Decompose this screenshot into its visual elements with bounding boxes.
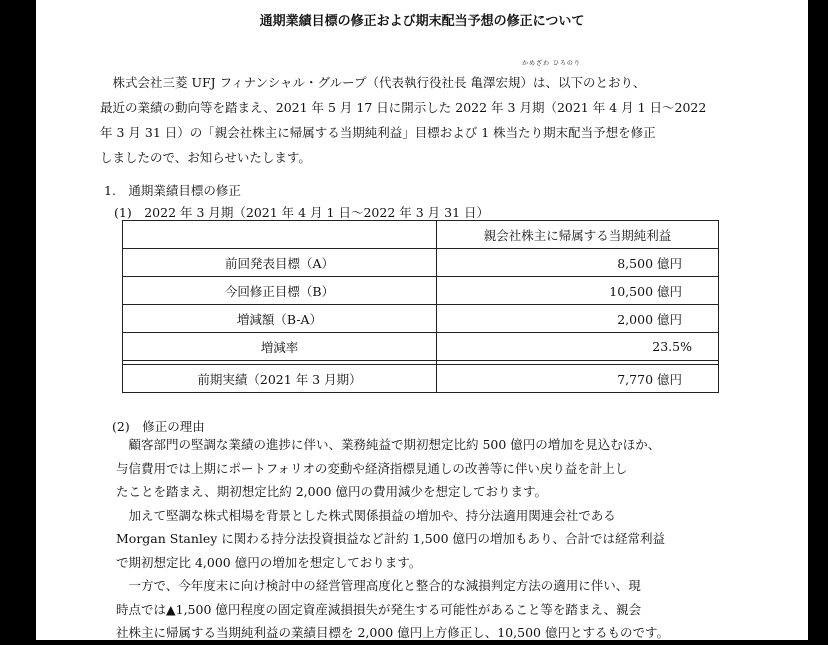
intro-line: しましたので、お知らせいたします。 [100,150,311,165]
section1-subheading: (1) 2022 年 3 月期（2021 年 4 月 1 日〜2022 年 3 月 31 日） [114,205,490,220]
row-label: 今回修正目標（B） [123,277,437,305]
row-label: 増減額（B-A） [123,305,437,333]
intro-line: 年 3 月 31 日）の「親会社株主に帰属する当期純利益」目標および 1 株当たり期末配当予想を修正 [100,125,656,140]
table-row [123,249,719,277]
row-label: 前期実績（2021 年 3 月期） [123,365,437,393]
reason-line: 時点では▲1,500 億円程度の固定資産減損損失が発生する可能性があること等を踏まえ、親会 [116,601,642,617]
section1-heading: 1. 通期業績目標の修正 [104,183,241,198]
reason-line: Morgan Stanley に関わる持分法投資損益など計約 1,500 億円の増加もあり、合計では経常利益 [116,531,666,546]
intro-line: 最近の業績の動向等を踏まえ、2021 年 5 月 17 日に開示した 2022 年 3 月期（2021 年 4 月 1 日〜2022 [100,100,707,115]
table-row [123,277,719,305]
intro-line: 株式会社三菱 UFJ フィナンシャル・グループ（代表執行役社長 亀澤宏規）は、以下のとおり、 [100,75,646,90]
row-label: 前回発表目標（A） [123,249,437,277]
row-value: 23.5% [437,333,719,361]
section2-heading: (2) 修正の理由 [112,419,205,434]
name-furigana: かめざわ ひろのり [522,60,581,67]
reason-line: 与信費用では上期にポートフォリオの変動や経済指標見通しの改善等に伴い戻り益を計上し [116,460,628,476]
table-row [123,333,719,361]
reason-line: で期初想定比 4,000 億円の増加を想定しております。 [116,554,422,570]
row-value: 10,500 億円 [437,277,719,305]
document-page [36,0,808,640]
row-value: 2,000 億円 [437,305,719,333]
table-row-prior [123,365,719,393]
reason-line: たことを踏まえ、期初想定比約 2,000 億円の費用減少を想定しております。 [116,484,547,499]
row-value: 7,770 億円 [437,365,719,393]
reason-line: 加えて堅調な株式相場を背景とした株式関係損益の増加や、持分法適用関連会社である [116,507,616,523]
table-row [123,305,719,333]
table-header-row [123,221,719,249]
intro-paragraph [100,70,706,170]
row-value: 8,500 億円 [437,249,719,277]
reason-line: 社株主に帰属する当期純利益の業績目標を 2,000 億円上方修正し、10,500 億円とするものです。 [116,625,669,640]
earnings-target-table [122,220,719,393]
table-column-header: 親会社株主に帰属する当期純利益 [437,221,719,249]
reason-line: 顧客部門の堅調な業績の進捗に伴い、業務純益で期初想定比約 500 億円の増加を見込むほか、 [116,437,661,452]
row-label: 増減率 [123,333,437,361]
reason-paragraph [116,433,669,645]
reason-line: 一方で、今年度末に向け検討中の経営管理高度化と整合的な減損判定方法の適用に伴い、現 [116,578,641,593]
table-header-blank [123,221,437,249]
document-title: 通期業績目標の修正および期末配当予想の修正について [259,14,585,29]
